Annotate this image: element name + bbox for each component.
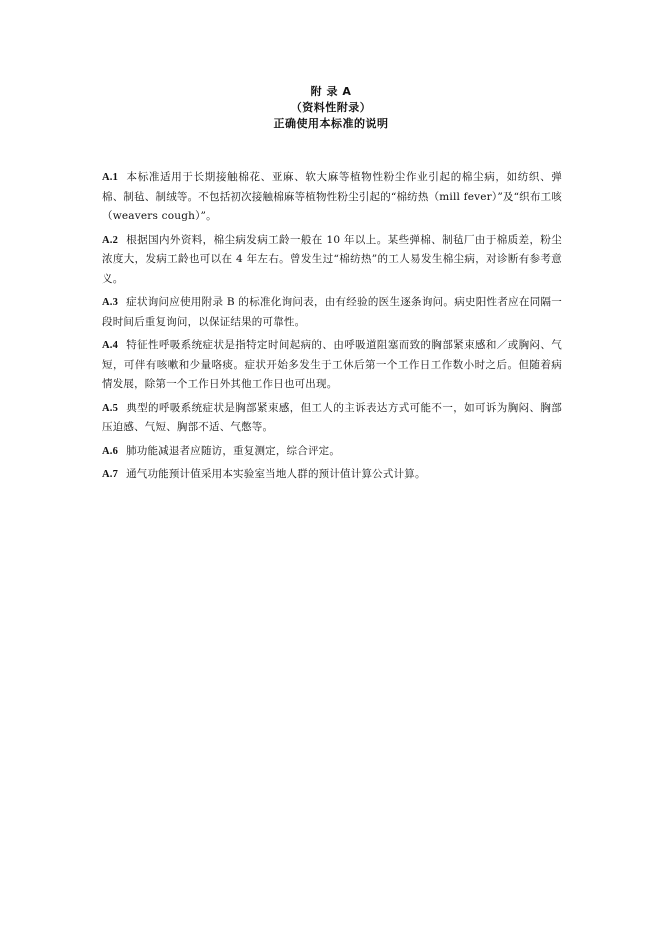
clause-text: 通气功能预计值采用本实验室当地人群的预计值计算公式计算。 [126, 468, 426, 480]
clause-text: 根据国内外资料，棉尘病发病工龄一般在 10 年以上。某些弹棉、制毡厂由于棉质差，粉尘浓度大，发病工龄也可以在 4 年左右。曾发生过“棉纺热”的工人易发生棉尘病，对诊断有参考意义。 [102, 233, 562, 285]
clause-a6 [102, 442, 562, 462]
clause-number: A.2 [102, 234, 119, 246]
clause-text: 本标准适用于长期接触棉花、亚麻、软大麻等植物性粉尘作业引起的棉尘病，如纺织、弹棉、制毡、制绒等。不包括初次接触棉麻等植物性粉尘引起的“棉纺热（mill fever）”及“织布工咳（weavers cough）”。 [102, 171, 562, 222]
clause-number: A.7 [102, 469, 119, 480]
clause-a1 [102, 168, 562, 227]
clause-list [102, 168, 562, 489]
clause-number: A.4 [102, 340, 119, 351]
clause-number: A.1 [102, 172, 119, 183]
clause-number: A.5 [102, 402, 119, 414]
clause-a7 [102, 465, 562, 485]
appendix-subtitle: （资料性附录） [290, 101, 372, 114]
clause-text: 典型的呼吸系统症状是胸部紧束感，但工人的主诉表达方式可能不一，如可诉为胸闷、胸部压迫感、气短、胸部不适、气憋等。 [102, 401, 562, 433]
clause-text: 肺功能减退者应随访，重复测定，综合评定。 [126, 444, 341, 457]
clause-number: A.6 [102, 445, 119, 457]
appendix-title: 附 录 A [310, 85, 352, 98]
clause-text: 症状询问应使用附录 B 的标准化询问表，由有经验的医生逐条询问。病史阳性者应在同隔一段时间后重复询问，以保证结果的可靠性。 [102, 296, 562, 328]
clause-text: 特征性呼吸系统症状是指特定时间起病的、由呼吸道阻塞而致的胸部紧束感和／或胸闷、气短，可伴有咳嗽和少量咯痰。症状开始多发生于工休后第一个工作日工作数小时之后。但随着病情发展，除第一个工作日外其他工作日也可出现。 [102, 339, 562, 390]
clause-number: A.3 [102, 297, 119, 308]
clause-a5 [102, 399, 562, 438]
clause-a3 [102, 293, 562, 332]
clause-a4 [102, 336, 562, 395]
appendix-heading: 正确使用本标准的说明 [273, 117, 389, 130]
clause-a2 [102, 231, 562, 290]
